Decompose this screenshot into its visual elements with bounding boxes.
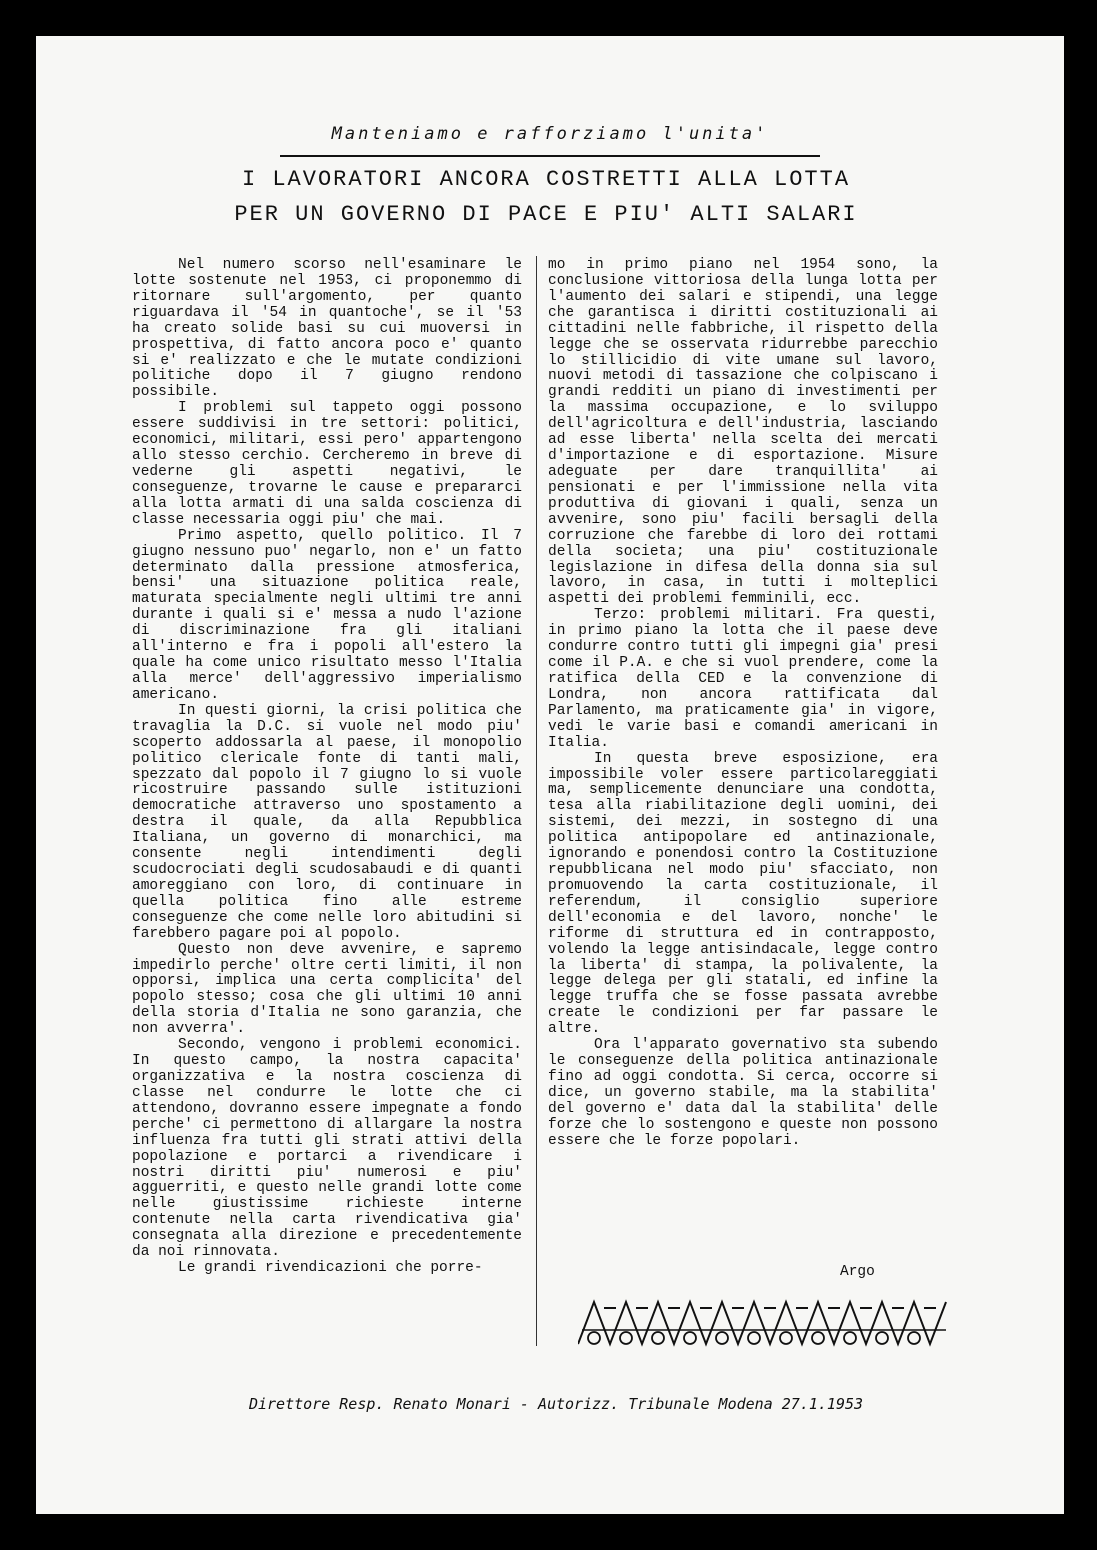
paragraph: In questa breve esposizione, era impossibile voler essere particolareggiati ma, semplicemente denunciare una condotta, tesa alla riabilitazione degli uomini, dei sistemi, dei mezzi, in sostegno di una politica antipopolare ed antinazionale, ignorando e ponendosi contro la Costituzione repubblicana nel modo piu' sfacciato, non promuovendo la carta costituzionale, il referendum, il consiglio superiore dell'economia e del lavoro, nonche' le riforme di struttura ed in contrapposto, volendo la legge antisindacale, legge contro la liberta' di stampa, la polivalente, la legge delega per gli statali, ed infine la legge truffa che se fosse passata avrebbe create le condizioni per far passare le altre. [548,750,938,1038]
headline-line-1: I LAVORATORI ANCORA COSTRETTI ALLA LOTTA [241,167,851,192]
paragraph: Nel numero scorso nell'esaminare le lotte sostenute nel 1953, ci proponemmo di ritornare sull'argomento, per quanto riguardava il '54 in quantoche', se il '53 ha creato solide basi su cui muoversi in prospettiva, di fatto ancora poco e' quanto si e' realizzato e che le mutate condizioni politiche dopo il 7 giugno rendono possibile. [132,257,522,401]
paragraph: Primo aspetto, quello politico. Il 7 giugno nessuno puo' negarlo, non e' un fatto determinato dalla pressione atmosferica, bensi' una situazione politica reale, maturata specialmente negli ultimi tre anni durante i quali si e' messa a nudo l'azione di discriminazione fra gli italiani all'interno e fra i popoli all'estero la quale ha come unico risultato messo l'Italia alla merce' dell'aggressivo imperialismo americano. [132,527,522,703]
tagline-rule [280,155,820,157]
paragraph: Ora l'apparato governativo sta subendo le conseguenze della politica antinazionale fino ad oggi condotta. Si cerca, occorre si dice, un governo stabile, ma la stabilita' del governo e' data dal la stabilita' delle forze che lo sostengono e queste non possono essere che le forze popolari. [548,1037,938,1149]
column-divider [536,256,537,1346]
author-signature: Argo [840,1264,875,1280]
tagline: Manteniamo e rafforziamo l'unita' [331,124,769,144]
article-left-column [132,258,522,1277]
paragraph: I problemi sul tappeto oggi possono essere suddivisi in tre settori: politici, economici, militari, essi pero' appartengono allo stesso cerchio. Cercheremo in breve di vederne gli aspetti negativi, le conseguenze, trovarne le cause e prepararci alla lotta armati di una salda coscienza di classe necessaria oggi piu' che mai. [132,400,522,528]
paragraph: Secondo, vengono i problemi economici. In questo campo, la nostra capacita' organizzativa e la nostra coscienza di classe nel condurre le lotte che ci attendono, dovranno essere impegnate a fondo perche' ci permettono di allargare la nostra influenza fra tutti gli strati attivi della popolazione e portarci a rivendicare i nostri diritti piu' numerosi e piu' agguerriti, e questo nelle grandi lotte come nelle giustissime richieste interne contenute nella carta rivendicativa gia' consegnata alla direzione e precedentemente da noi rinnovata. [132,1037,522,1261]
paragraph: Questo non deve avvenire, e sapremo impedirlo perche' oltre certi limiti, il non opporsi, implica una certa complicita' del popolo stesso; cosa che gli ultimi 10 anni della storia d'Italia ne sono garanzia, che non avverra'. [132,941,522,1038]
article-right-column [548,258,938,1150]
document-page [36,36,1064,1514]
headline-line-2: PER UN GOVERNO DI PACE E PIU' ALTI SALARI [234,202,858,227]
paragraph: Terzo: problemi militari. Fra questi, in primo piano la lotta che il paese deve condurre contro tutti gli impegni gia' presi come il P.A. e che si vuol prendere, come la ratifica della CED e la convenzione di Londra, non ancora rattificata dal Parlamento, ma praticamente gia' in vigore, vedi le varie basi e comandi americani in Italia. [548,607,938,751]
paragraph: In questi giorni, la crisi politica che travaglia la D.C. si vuole nel modo piu' scoperto addossarla al paese, il monopolio politico clericale fonte di tanti mali, spezzato dal popolo il 7 giugno lo si vuole ricostruire passando sulle istituzioni democratiche attraverso uno spostamento a destra il quale, da alla Repubblica Italiana, un governo di monarchici, ma consente negli intendimenti degli scudocrociati degli scudosabaudi e di quanti amoreggiano con loro, di continuare in quella politica fino alle estreme conseguenze che come nelle loro abitudini si farebbero pagare poi al popolo. [132,702,522,942]
paragraph: mo in primo piano nel 1954 sono, la conclusione vittoriosa della lunga lotta per l'aumento dei salari e stipendi, una legge che garantisca i diritti costituzionali ai cittadini nelle fabbriche, il rispetto della legge che se osservata ridurrebbe parecchio lo stillicidio di vite umane sul lavoro, nuovi metodi di tassazione che colpiscano i grandi redditi un piano di investimenti per la massima occupazione, e lo sviluppo dell'agricoltura e dell'industria, lasciando ad esse liberta' nella scelta dei mercati d'importazione e di esportazione. Misure adeguate per dare tranquillita' ai pensionati e per l'immissione nella vita produttiva di giovani i quali, senza un avvenire, sono piu' facili bersagli della corruzione che farebbe di loro dei rottami della societa; una piu' costituzionale legislazione in difesa della donna sia sul lavoro, in casa, in tutti i molteplici aspetti dei problemi femminili, ecc. [548,257,938,608]
decorative-ornament [578,1294,950,1356]
paragraph: Le grandi rivendicazioni che porre- [178,1260,483,1277]
footer-credit: Direttore Resp. Renato Monari - Autorizz. Tribunale Modena 27.1.1953 [248,1395,864,1413]
